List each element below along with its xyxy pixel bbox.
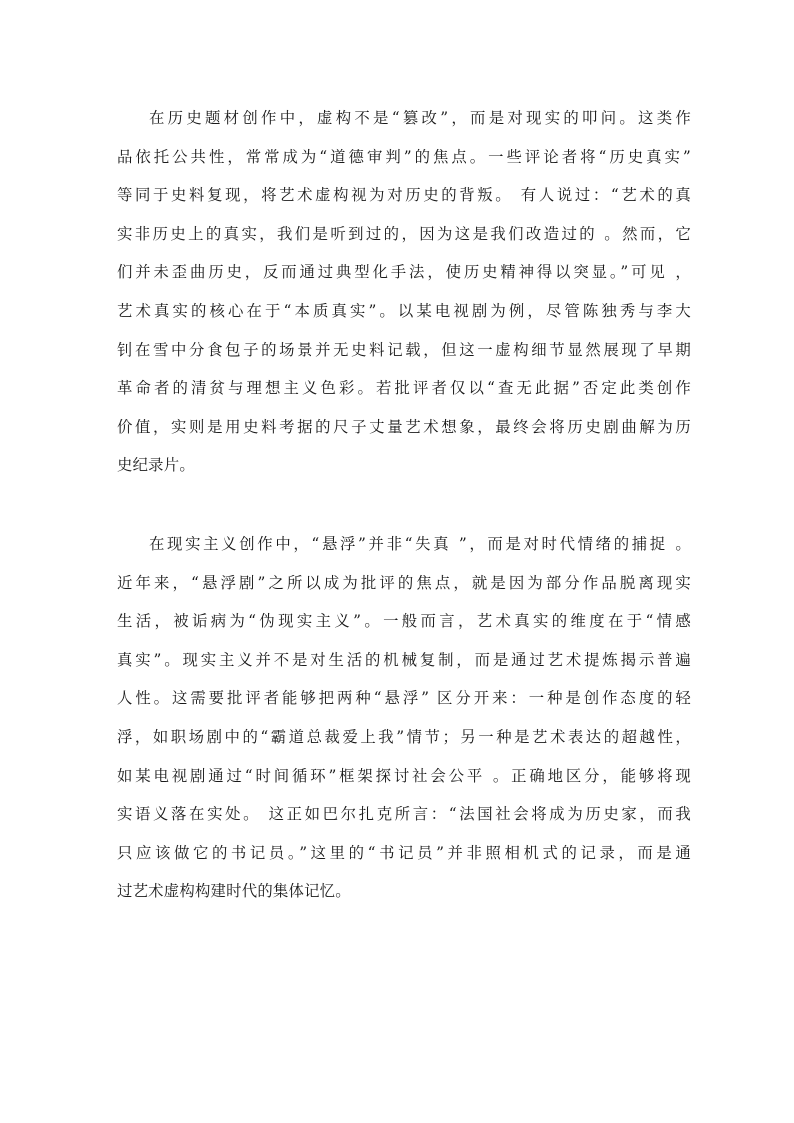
text-line: 过艺术虚构构建时代的集体记忆。 xyxy=(117,882,351,901)
text-line: 品依托公共性，常常成为“道德审判”的焦点。一些评论者将“历史真实” xyxy=(117,147,691,166)
text-line: 实非历史上的真实，我们是听到过的，因为这是我们改造过的 。然而，它 xyxy=(117,224,691,243)
text-line: 真实”。现实主义并不是对生活的机械复制，而是通过艺术提炼揭示普遍 xyxy=(117,650,691,669)
text-line: 在现实主义创作中，“悬浮”并非“失真 ”，而是对时代情绪的捕捉 。 xyxy=(149,535,691,553)
text-line: 艺术真实的核心在于“本质真实”。以某电视剧为例，尽管陈独秀与李大 xyxy=(117,301,691,320)
text-line: 革命者的清贫与理想主义色彩。若批评者仅以“查无此据”否定此类创作 xyxy=(117,379,691,398)
text-line: 只应该做它的书记员。”这里的“书记员”并非照相机式的记录，而是通 xyxy=(117,843,691,862)
text-line: 钊在雪中分食包子的场景并无史料记载，但这一虚构细节显然展现了早期 xyxy=(117,340,691,359)
text-line: 价值，实则是用史料考据的尺子丈量艺术想象，最终会将历史剧曲解为历 xyxy=(117,417,691,436)
text-line: 实语义落在实处。 这正如巴尔扎克所言：“法国社会将成为历史家，而我 xyxy=(117,805,691,824)
text-line: 在历史题材创作中，虚构不是“篡改”，而是对现实的叩问。这类作 xyxy=(149,109,691,127)
text-line: 浮，如职场剧中的“霸道总裁爱上我”情节；另一种是艺术表达的超越性， xyxy=(117,727,691,746)
text-line: 如某电视剧通过“时间循环”框架探讨社会公平 。正确地区分，能够将现 xyxy=(117,766,691,785)
text-line: 生活，被诟病为“伪现实主义”。一般而言，艺术真实的维度在于“情感 xyxy=(117,612,691,631)
paragraph-historical-fiction xyxy=(117,99,691,485)
text-line: 近年来，“悬浮剧”之所以成为批评的焦点，就是因为部分作品脱离现实 xyxy=(117,573,691,592)
text-line: 人性。这需要批评者能够把两种“悬浮” 区分开来：一种是创作态度的轻 xyxy=(117,689,691,708)
text-line: 等同于史料复现，将艺术虚构视为对历史的背叛。 有人说过：“艺术的真 xyxy=(117,186,691,205)
text-line: 们并未歪曲历史，反而通过典型化手法，使历史精神得以突显。”可见 ， xyxy=(117,263,691,282)
text-line: 史纪录片。 xyxy=(117,456,195,475)
paragraph-realism xyxy=(117,525,691,911)
